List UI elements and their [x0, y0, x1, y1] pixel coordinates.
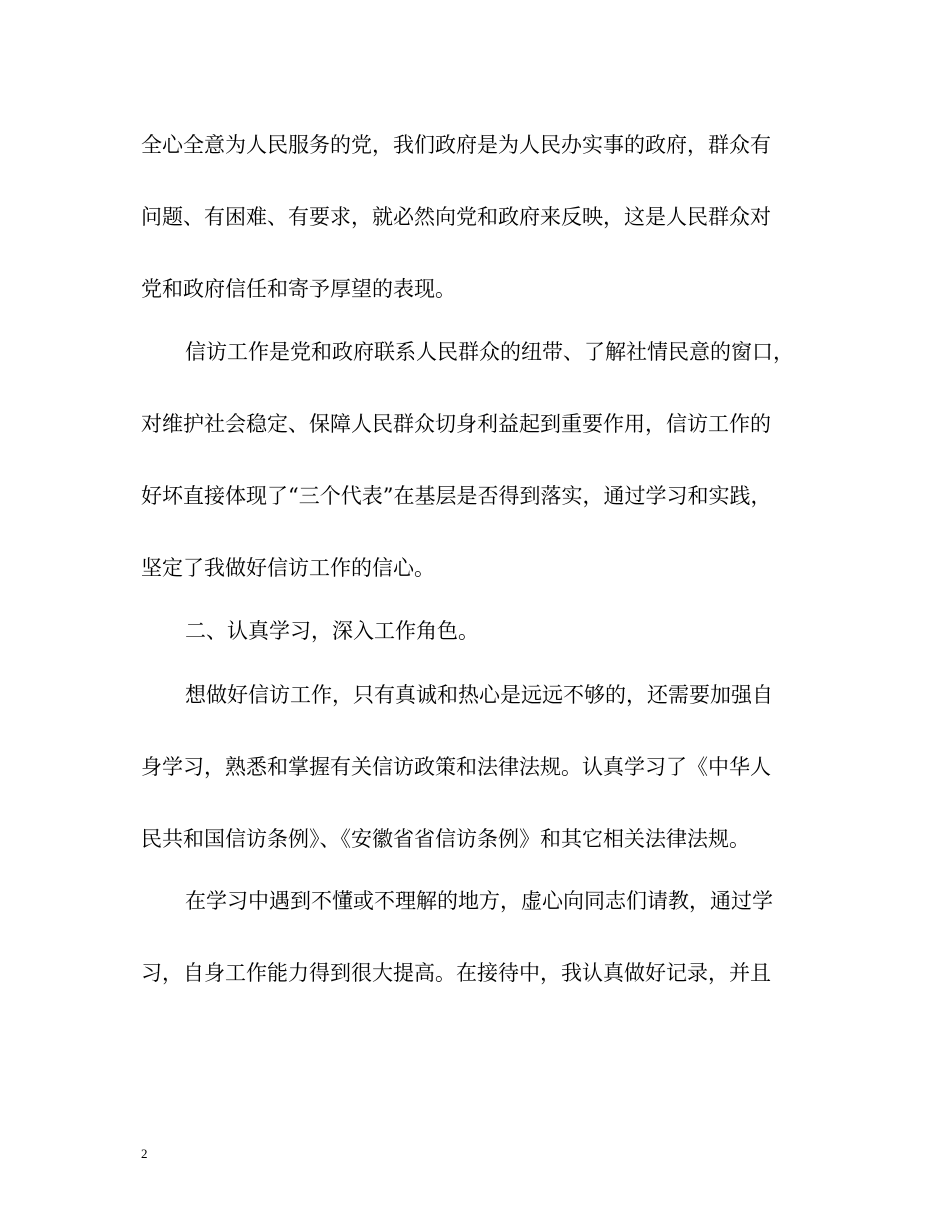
text-line-5: 对维护社会稳定、保障人民群众切身利益起到重要作用，信访工作的 — [141, 412, 771, 436]
text-line-13: 习，自身工作能力得到很大提高。在接待中，我认真做好记录，并且 — [141, 961, 771, 985]
text-line-9: 想做好信访工作，只有真诚和热心是远远不够的，还需要加强自 — [185, 683, 773, 707]
text-line-6: 好坏直接体现了“三个代表”在基层是否得到落实，通过学习和实践， — [141, 484, 772, 508]
section-heading: 二、认真学习，深入工作角色。 — [185, 619, 479, 643]
text-line-12: 在学习中遇到不懂或不理解的地方，虚心向同志们请教，通过学 — [185, 889, 773, 913]
text-line-3: 党和政府信任和寄予厚望的表现。 — [141, 277, 456, 301]
text-line-4: 信访工作是党和政府联系人民群众的纽带、了解社情民意的窗口， — [185, 340, 794, 364]
text-line-1: 全心全意为人民服务的党，我们政府是为人民办实事的政府，群众有 — [141, 133, 771, 157]
text-line-10: 身学习，熟悉和掌握有关信访政策和法律法规。认真学习了《中华人 — [141, 755, 771, 779]
text-line-11: 民共和国信访条例》、《安徽省省信访条例》和其它相关法律法规。 — [141, 827, 750, 851]
text-line-7: 坚定了我做好信访工作的信心。 — [141, 556, 435, 580]
page-number: 2 — [141, 1146, 148, 1161]
text-line-2: 问题、有困难、有要求，就必然向党和政府来反映，这是人民群众对 — [141, 205, 771, 229]
